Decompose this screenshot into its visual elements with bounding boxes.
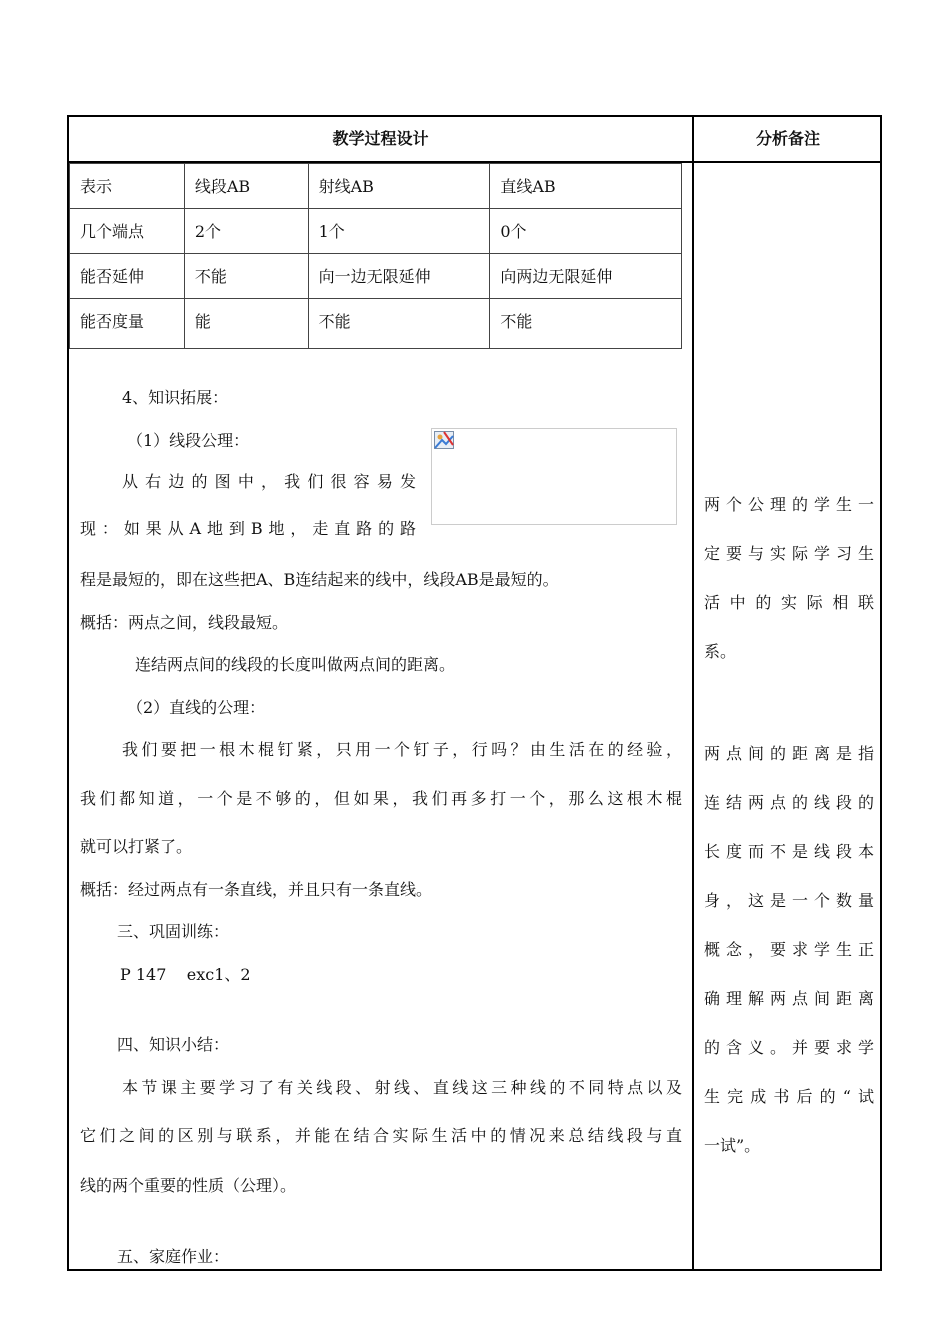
note-line: 身，这是一个数量 — [704, 891, 874, 910]
table-cell: 向一边无限延伸 — [308, 254, 490, 299]
figure-placeholder — [431, 428, 677, 525]
note-line: 长度而不是线段本 — [704, 842, 874, 861]
table-cell: 表示 — [70, 164, 185, 209]
table-cell: 0个 — [490, 209, 682, 254]
table-cell: 线段AB — [184, 164, 308, 209]
table-cell: 射线AB — [308, 164, 490, 209]
table-row — [70, 164, 682, 209]
table-cell: 2个 — [184, 209, 308, 254]
section-homework-title: 五、家庭作业： — [117, 1247, 230, 1266]
segment-axiom-summary: 概括：两点之间，线段最短。 — [80, 613, 289, 632]
note-line: 确理解两点间距离 — [704, 989, 874, 1008]
paragraph-line: 就可以打紧了。 — [80, 837, 193, 856]
paragraph-line: 现：如果从A地到B地，走直路的路 — [80, 519, 416, 538]
note-axioms — [704, 480, 874, 676]
table-cell: 不能 — [184, 254, 308, 299]
broken-image-icon — [434, 431, 454, 449]
paragraph-line: 从右边的图中，我们很容易发 — [122, 472, 416, 491]
note-line: 系。 — [704, 642, 737, 661]
segment-axiom-title: （1）线段公理： — [127, 431, 250, 450]
note-distance — [704, 729, 874, 1170]
practice-exercise: P 147 exc1、2 — [120, 965, 251, 984]
table-cell: 1个 — [308, 209, 490, 254]
section-knowledge-extension-title: 4、知识拓展： — [122, 388, 229, 407]
table-cell: 能 — [184, 299, 308, 349]
note-line: 两个公理的学生一 — [704, 495, 874, 514]
note-line: 活中的实际相联 — [704, 593, 874, 612]
distance-definition: 连结两点间的线段的长度叫做两点间的距离。 — [135, 655, 456, 674]
table-cell: 不能 — [308, 299, 490, 349]
paragraph-line: 程是最短的，即在这些把A、B连结起来的线中，线段AB是最短的。 — [80, 570, 559, 589]
note-line: 连结两点的线段的 — [704, 793, 874, 812]
table-cell: 能否度量 — [70, 299, 185, 349]
table-cell: 不能 — [490, 299, 682, 349]
section-summary-title: 四、知识小结： — [117, 1035, 230, 1054]
table-row — [70, 209, 682, 254]
line-axiom-title: （2）直线的公理： — [127, 698, 266, 717]
table-cell: 几个端点 — [70, 209, 185, 254]
paragraph-line: 我们都知道，一个是不够的，但如果，我们再多打一个，那么这根木棍 — [80, 789, 682, 808]
note-line: 定要与实际学习生 — [704, 544, 874, 563]
paragraph-line: 我们要把一根木棍钉紧，只用一个钉子，行吗？由生活在的经验， — [122, 740, 682, 759]
section-practice-title: 三、巩固训练： — [117, 922, 230, 941]
table-cell: 直线AB — [490, 164, 682, 209]
paragraph-line: 本节课主要学习了有关线段、射线、直线这三种线的不同特点以及 — [122, 1078, 682, 1097]
line-axiom-summary: 概括：经过两点有一条直线，并且只有一条直线。 — [80, 880, 433, 899]
column-divider — [692, 117, 694, 1269]
lesson-table-frame — [67, 115, 882, 1271]
note-line: 生完成书后的“试 — [704, 1087, 874, 1106]
paragraph-line: 它们之间的区别与联系，并能在结合实际生活中的情况来总结线段与直 — [80, 1126, 682, 1145]
table-cell: 能否延伸 — [70, 254, 185, 299]
paragraph-line: 线的两个重要的性质（公理）。 — [80, 1176, 297, 1195]
comparison-table — [69, 163, 682, 349]
note-line: 的含义。并要求学 — [704, 1038, 874, 1057]
header-teaching-process: 教学过程设计 — [332, 129, 429, 148]
table-cell: 向两边无限延伸 — [490, 254, 682, 299]
note-line: 概念，要求学生正 — [704, 940, 874, 959]
note-line: 两点间的距离是指 — [704, 744, 874, 763]
table-row — [70, 254, 682, 299]
note-line: 一试”。 — [704, 1136, 761, 1155]
header-analysis-notes: 分析备注 — [755, 129, 820, 148]
table-row — [70, 299, 682, 349]
